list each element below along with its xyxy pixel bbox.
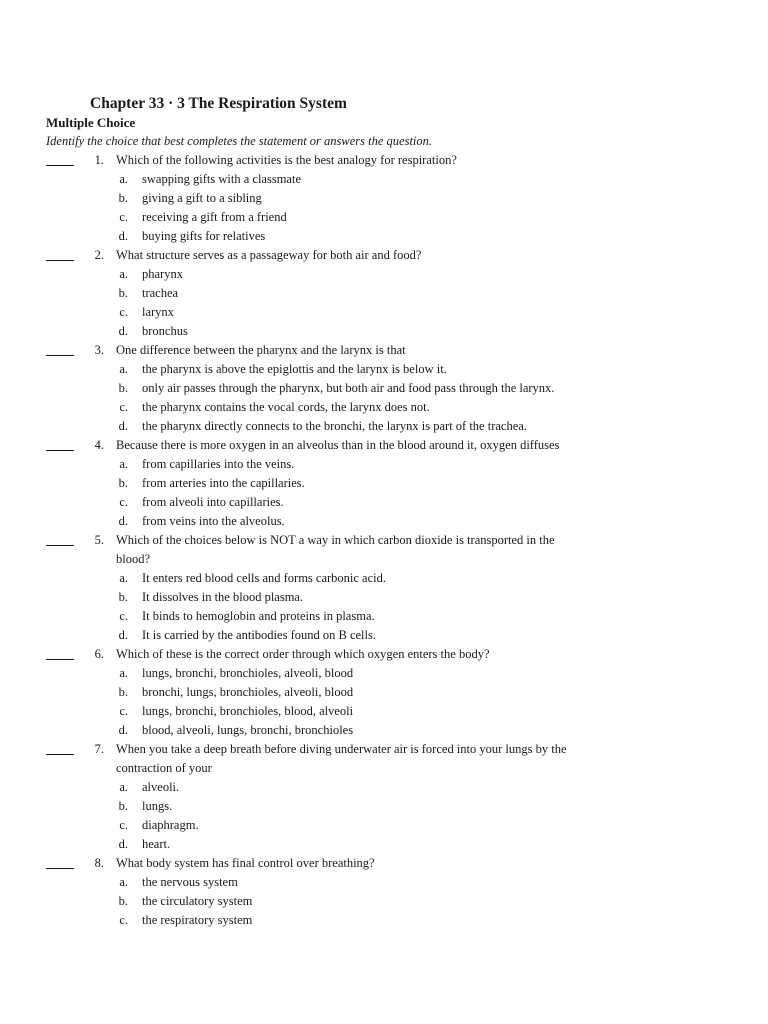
question-number: 8. — [94, 856, 104, 870]
answer-option — [0, 474, 768, 493]
option-text: lungs, bronchi, bronchioles, blood, alveoli — [142, 704, 354, 718]
option-text: the pharynx is above the epiglottis and the larynx is below it. — [142, 362, 447, 376]
option-text: diaphragm. — [142, 818, 199, 832]
option-letter: b. — [118, 894, 128, 908]
option-text: pharynx — [142, 267, 183, 281]
option-text: swapping gifts with a classmate — [142, 172, 301, 186]
question-continuation — [0, 550, 768, 569]
question-text: What structure serves as a passageway for both air and food? — [116, 248, 422, 262]
question-text: Because there is more oxygen in an alveolus than in the blood around it, oxygen diffuses — [116, 438, 560, 452]
option-letter: a. — [119, 362, 128, 376]
question-number: 7. — [94, 742, 104, 756]
option-letter: d. — [118, 837, 128, 851]
option-text: the respiratory system — [142, 913, 253, 927]
option-text: lungs. — [142, 799, 173, 813]
answer-blank[interactable] — [46, 854, 74, 869]
option-letter: c. — [119, 704, 128, 718]
answer-option — [0, 379, 768, 398]
question-row — [0, 151, 768, 170]
option-text: the pharynx contains the vocal cords, the larynx does not. — [142, 400, 430, 414]
question-list — [0, 151, 768, 930]
answer-option — [0, 607, 768, 626]
answer-option — [0, 569, 768, 588]
option-letter: b. — [118, 799, 128, 813]
option-text: buying gifts for relatives — [142, 229, 266, 243]
option-letter: d. — [118, 419, 128, 433]
question-number: 3. — [94, 343, 104, 357]
question-text: When you take a deep breath before diving underwater air is forced into your lungs by the — [116, 742, 567, 756]
option-letter: b. — [118, 191, 128, 205]
option-text: It is carried by the antibodies found on B cells. — [142, 628, 376, 642]
answer-option — [0, 683, 768, 702]
answer-option — [0, 455, 768, 474]
answer-option — [0, 664, 768, 683]
question-number: 1. — [94, 153, 104, 167]
option-text: from arteries into the capillaries. — [142, 476, 305, 490]
option-text: It binds to hemoglobin and proteins in plasma. — [142, 609, 375, 623]
option-letter: b. — [118, 590, 128, 604]
answer-blank[interactable] — [46, 341, 74, 356]
option-text: lungs, bronchi, bronchioles, alveoli, blood — [142, 666, 354, 680]
answer-option — [0, 208, 768, 227]
answer-blank[interactable] — [46, 740, 74, 755]
question-number: 6. — [94, 647, 104, 661]
instructions: Identify the choice that best completes the statement or answers the question. — [46, 134, 433, 148]
question-number: 5. — [94, 533, 104, 547]
option-text: It dissolves in the blood plasma. — [142, 590, 304, 604]
answer-option — [0, 322, 768, 341]
question-text: contraction of your — [116, 761, 212, 775]
question-row — [0, 740, 768, 759]
answer-option — [0, 417, 768, 436]
question-text: Which of the following activities is the best analogy for respiration? — [116, 153, 457, 167]
answer-option — [0, 626, 768, 645]
option-letter: b. — [118, 685, 128, 699]
question-row — [0, 854, 768, 873]
option-text: alveoli. — [142, 780, 180, 794]
answer-option — [0, 189, 768, 208]
answer-option — [0, 227, 768, 246]
option-letter: a. — [119, 172, 128, 186]
answer-option — [0, 721, 768, 740]
option-letter: a. — [119, 571, 128, 585]
answer-option — [0, 588, 768, 607]
option-letter: d. — [118, 229, 128, 243]
question-row — [0, 645, 768, 664]
answer-option — [0, 170, 768, 189]
answer-blank[interactable] — [46, 645, 74, 660]
answer-option — [0, 303, 768, 322]
answer-option — [0, 911, 768, 930]
option-text: giving a gift to a sibling — [142, 191, 262, 205]
question-continuation — [0, 759, 768, 778]
answer-blank[interactable] — [46, 246, 74, 261]
answer-blank[interactable] — [46, 531, 74, 546]
option-text: heart. — [142, 837, 171, 851]
option-letter: d. — [118, 514, 128, 528]
option-letter: c. — [119, 400, 128, 414]
option-text: the circulatory system — [142, 894, 253, 908]
option-letter: b. — [118, 286, 128, 300]
answer-option — [0, 873, 768, 892]
question-number: 4. — [94, 438, 104, 452]
answer-option — [0, 284, 768, 303]
option-letter: a. — [119, 875, 128, 889]
option-text: receiving a gift from a friend — [142, 210, 287, 224]
option-text: from alveoli into capillaries. — [142, 495, 284, 509]
option-letter: c. — [119, 609, 128, 623]
option-letter: c. — [119, 305, 128, 319]
option-text: It enters red blood cells and forms carbonic acid. — [142, 571, 387, 585]
question-row — [0, 341, 768, 360]
question-text: One difference between the pharynx and the larynx is that — [116, 343, 406, 357]
answer-option — [0, 702, 768, 721]
section-heading: Multiple Choice — [46, 115, 136, 130]
option-letter: a. — [119, 780, 128, 794]
option-letter: c. — [119, 210, 128, 224]
question-number: 2. — [94, 248, 104, 262]
option-text: trachea — [142, 286, 179, 300]
option-letter: a. — [119, 267, 128, 281]
option-text: from capillaries into the veins. — [142, 457, 295, 471]
option-text: bronchus — [142, 324, 188, 338]
answer-option — [0, 265, 768, 284]
answer-option — [0, 512, 768, 531]
option-letter: b. — [118, 476, 128, 490]
answer-option — [0, 493, 768, 512]
answer-option — [0, 360, 768, 379]
answer-option — [0, 835, 768, 854]
answer-option — [0, 816, 768, 835]
question-row — [0, 531, 768, 550]
option-letter: c. — [119, 818, 128, 832]
answer-blank[interactable] — [46, 151, 74, 166]
option-text: the nervous system — [142, 875, 238, 889]
option-text: blood, alveoli, lungs, bronchi, bronchioles — [142, 723, 354, 737]
question-text: blood? — [116, 552, 151, 566]
option-letter: a. — [119, 457, 128, 471]
answer-option — [0, 892, 768, 911]
option-letter: d. — [118, 628, 128, 642]
answer-option — [0, 797, 768, 816]
option-text: larynx — [142, 305, 174, 319]
chapter-title: Chapter 33 · 3 The Respiration System — [90, 95, 347, 112]
question-row — [0, 436, 768, 455]
option-text: bronchi, lungs, bronchioles, alveoli, blood — [142, 685, 354, 699]
answer-option — [0, 398, 768, 417]
answer-option — [0, 778, 768, 797]
option-letter: b. — [118, 381, 128, 395]
option-letter: c. — [119, 495, 128, 509]
answer-blank[interactable] — [46, 436, 74, 451]
option-text: from veins into the alveolus. — [142, 514, 285, 528]
question-text: What body system has final control over breathing? — [116, 856, 375, 870]
option-letter: a. — [119, 666, 128, 680]
question-row — [0, 246, 768, 265]
option-letter: d. — [118, 723, 128, 737]
question-text: Which of the choices below is NOT a way in which carbon dioxide is transported in the — [116, 533, 555, 547]
option-letter: d. — [118, 324, 128, 338]
option-text: the pharynx directly connects to the bronchi, the larynx is part of the trachea. — [142, 419, 527, 433]
option-letter: c. — [119, 913, 128, 927]
option-text: only air passes through the pharynx, but both air and food pass through the larynx. — [142, 381, 555, 395]
question-text: Which of these is the correct order through which oxygen enters the body? — [116, 647, 490, 661]
